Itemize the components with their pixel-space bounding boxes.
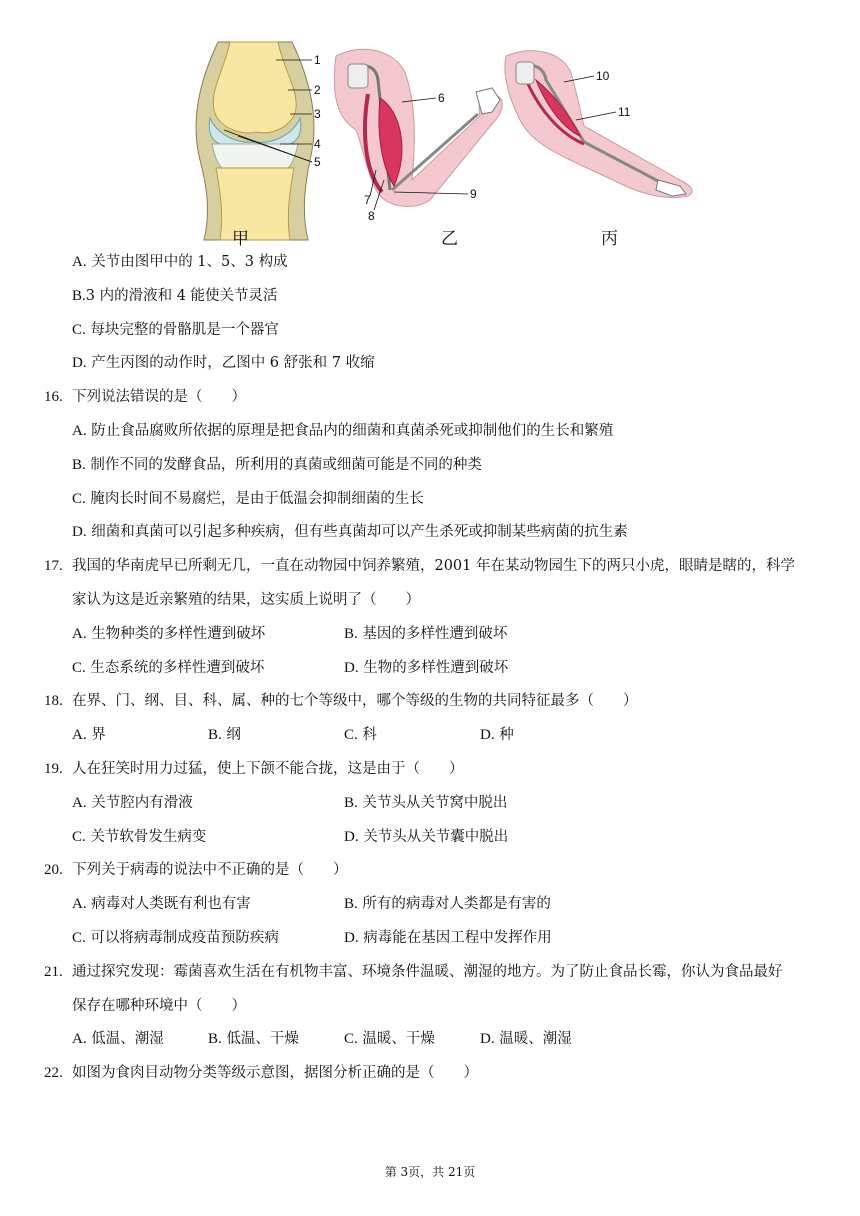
q22-stem: 22. 如图为食肉目动物分类等级示意图，据图分析正确的是（ ）	[44, 1065, 478, 1081]
arm-label-7: 7	[364, 193, 371, 207]
joint-label-3: 3	[314, 107, 321, 121]
arm-label-11: 11	[618, 105, 631, 119]
joint-and-arm-diagram	[180, 40, 700, 250]
figure-label-jia: 甲	[232, 229, 249, 249]
q17-option-d[interactable]: D. 生物的多样性遭到破坏	[344, 660, 509, 676]
q18-option-a[interactable]: A. 界	[72, 727, 106, 743]
joint-label-1: 1	[314, 53, 321, 67]
anatomy-figure	[180, 40, 700, 250]
q19-stem: 19. 人在狂笑时用力过猛，使上下颌不能合拢，这是由于（ ）	[44, 761, 464, 777]
bent-arm-diagram	[334, 49, 502, 223]
q15-option-c[interactable]: C. 每块完整的骨骼肌是一个器官	[72, 322, 279, 338]
q20-stem: 20. 下列关于病毒的说法中不正确的是（ ）	[44, 862, 348, 878]
arm-label-8: 8	[368, 209, 375, 223]
joint-label-5: 5	[314, 155, 321, 169]
q18-option-d[interactable]: D. 种	[480, 727, 514, 743]
q17-option-b[interactable]: B. 基因的多样性遭到破坏	[344, 626, 508, 642]
q16-stem: 16. 下列说法错误的是（ ）	[44, 389, 246, 405]
joint-label-2: 2	[314, 83, 321, 97]
q15-option-a[interactable]: A. 关节由图甲中的 1、5、3 构成	[72, 254, 288, 270]
figure-label-bing: 丙	[601, 229, 618, 249]
q20-option-c[interactable]: C. 可以将病毒制成疫苗预防疾病	[72, 930, 279, 946]
q17-stem-line1: 17. 我国的华南虎早已所剩无几，一直在动物园中饲养繁殖，2001 年在某动物园生下的两只小虎，眼睛是瞎的，科学	[44, 558, 795, 574]
q18-option-c[interactable]: C. 科	[344, 727, 377, 743]
q20-option-a[interactable]: A. 病毒对人类既有利也有害	[72, 896, 251, 912]
q21-option-a[interactable]: A. 低温、潮湿	[72, 1031, 164, 1047]
straight-arm-diagram	[505, 51, 692, 198]
arm-label-9: 9	[470, 187, 477, 201]
q15-option-d[interactable]: D. 产生丙图的动作时，乙图中 6 舒张和 7 收缩	[72, 355, 375, 371]
q19-option-c[interactable]: C. 关节软骨发生病变	[72, 829, 207, 845]
arm-label-10: 10	[596, 69, 610, 83]
joint-label-4: 4	[314, 137, 321, 151]
q16-option-c[interactable]: C. 腌肉长时间不易腐烂，是由于低温会抑制细菌的生长	[72, 491, 424, 507]
arm-label-6: 6	[438, 91, 445, 105]
q21-option-d[interactable]: D. 温暖、潮湿	[480, 1031, 572, 1047]
q16-option-b[interactable]: B. 制作不同的发酵食品，所利用的真菌或细菌可能是不同的种类	[72, 457, 482, 473]
figure-label-yi: 乙	[441, 229, 458, 249]
q21-stem-line1: 21. 通过探究发现：霉菌喜欢生活在有机物丰富、环境条件温暖、潮湿的地方。为了防止食品长霉，你认为食品最好	[44, 964, 783, 980]
q20-option-d[interactable]: D. 病毒能在基因工程中发挥作用	[344, 930, 552, 946]
q18-stem: 18. 在界、门、纲、目、科、属、种的七个等级中，哪个等级的生物的共同特征最多（ ）	[44, 693, 638, 709]
q19-option-d[interactable]: D. 关节头从关节囊中脱出	[344, 829, 509, 845]
joint-diagram	[196, 42, 321, 240]
q19-option-a[interactable]: A. 关节腔内有滑液	[72, 795, 193, 811]
q20-option-b[interactable]: B. 所有的病毒对人类都是有害的	[344, 896, 551, 912]
q17-stem-line2: 家认为这是近亲繁殖的结果，这实质上说明了（ ）	[72, 592, 420, 608]
q21-option-c[interactable]: C. 温暖、干燥	[344, 1031, 435, 1047]
q21-option-b[interactable]: B. 低温、干燥	[208, 1031, 299, 1047]
q17-option-c[interactable]: C. 生态系统的多样性遭到破坏	[72, 660, 265, 676]
q17-option-a[interactable]: A. 生物种类的多样性遭到破坏	[72, 626, 266, 642]
q16-option-d[interactable]: D. 细菌和真菌可以引起多种疾病，但有些真菌却可以产生杀死或抑制某些病菌的抗生素	[72, 524, 628, 540]
q19-option-b[interactable]: B. 关节头从关节窝中脱出	[344, 795, 508, 811]
page-number: 第 3页，共 21页	[384, 1165, 476, 1179]
q15-option-b[interactable]: B.3 内的滑液和 4 能使关节灵活	[72, 288, 278, 304]
q18-option-b[interactable]: B. 纲	[208, 727, 241, 743]
q16-option-a[interactable]: A. 防止食品腐败所依据的原理是把食品内的细菌和真菌杀死或抑制他们的生长和繁殖	[72, 423, 614, 439]
q21-stem-line2: 保存在哪种环境中（ ）	[72, 998, 246, 1014]
